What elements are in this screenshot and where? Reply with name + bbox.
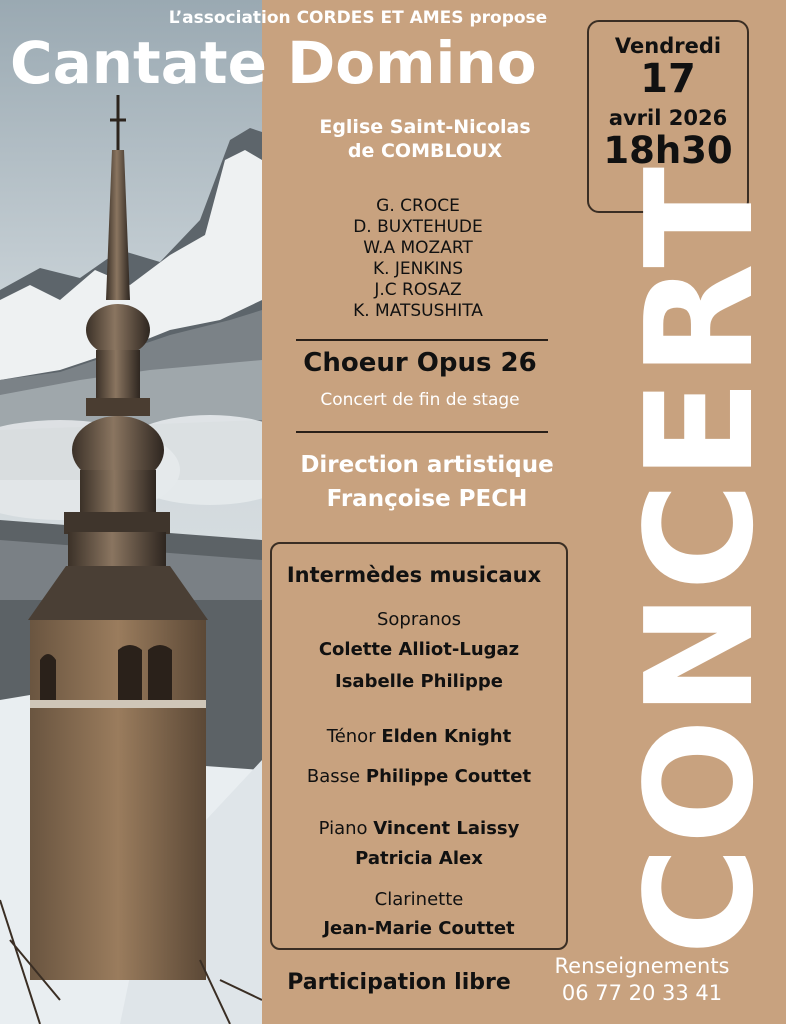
divider-top: [296, 339, 548, 341]
composer-list: [300, 196, 536, 322]
event-title: Cantate Domino: [10, 29, 537, 97]
participation-text: Participation libre: [287, 970, 511, 995]
direction-label: Direction artistique: [300, 452, 554, 478]
concert-word: CONCERT: [614, 164, 786, 956]
bass-line: [272, 766, 566, 787]
tenor-label: Ténor: [326, 726, 376, 747]
date-weekday: Vendredi: [614, 34, 722, 58]
choir-name: Choeur Opus 26: [303, 348, 537, 378]
composer-item: D. BUXTEHUDE: [353, 217, 483, 237]
phone-number: 06 77 20 33 41: [561, 981, 723, 1005]
church-photo: [0, 0, 262, 1024]
clarinetist-name: Jean-Marie Couttet: [323, 918, 515, 939]
interludes-title: Intermèdes musicaux: [286, 563, 542, 587]
date-month-year: avril 2026: [608, 106, 728, 130]
soprano-name: Colette Alliot-Lugaz: [318, 639, 520, 660]
bell-tower-image: [0, 0, 262, 1024]
choir-subtitle: Concert de fin de stage: [320, 390, 520, 410]
association-line: L’association CORDES ET AMES propose: [168, 8, 548, 28]
composer-item: K. JENKINS: [372, 259, 464, 279]
composer-item: G. CROCE: [376, 196, 460, 216]
director-name: Françoise PECH: [326, 486, 528, 512]
pianist-name: Vincent Laissy: [373, 818, 520, 839]
piano-line: [272, 818, 566, 839]
composer-item: K. MATSUSHITA: [353, 301, 483, 321]
contact-info: [530, 953, 754, 1007]
artistic-direction: [270, 448, 584, 516]
info-label: Renseignements: [554, 954, 730, 978]
venue-line-2: de COMBLOUX: [347, 139, 503, 162]
divider-bottom: [296, 431, 548, 433]
venue-line-1: Eglise Saint-Nicolas: [319, 116, 531, 138]
clarinet-label: Clarinette: [374, 889, 464, 910]
piano-label: Piano: [318, 818, 368, 839]
sopranos-label: Sopranos: [376, 609, 462, 630]
tenor-line: [272, 726, 566, 747]
pianist-name: Patricia Alex: [355, 848, 483, 869]
composer-item: J.C ROSAZ: [374, 280, 462, 300]
date-time: 18h30: [603, 129, 733, 172]
venue: [290, 116, 560, 164]
tenor-name: Elden Knight: [381, 726, 512, 747]
composer-item: W.A MOZART: [363, 238, 473, 258]
soprano-name: Isabelle Philippe: [335, 671, 503, 692]
date-day: 17: [640, 56, 696, 102]
bass-name: Philippe Couttet: [365, 766, 532, 787]
bass-label: Basse: [306, 766, 361, 787]
